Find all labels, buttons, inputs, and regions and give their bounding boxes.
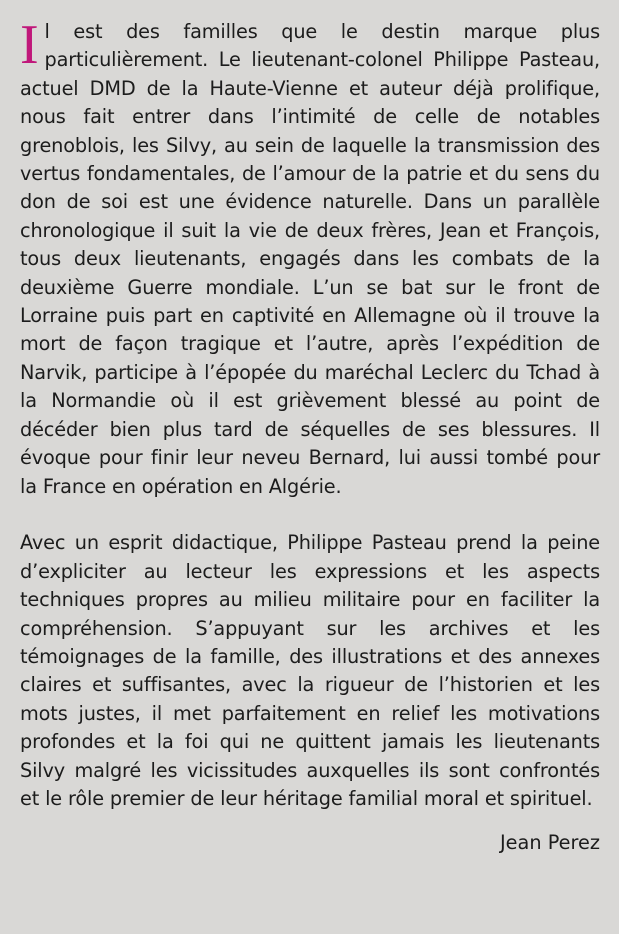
review-paragraph-2: Avec un esprit didactique, Philippe Pasteau prend la peine d’expliciter au lecteur les expressions et les aspects techniques propres au milieu militaire pour en faciliter la compréhension. S’appuyant sur les archives et les témoignages de la famille, des illustrations et des annexes claires et suffisantes, avec la rigueur de l’historien et les mots justes, il met parfaitement en relief les motivations profondes et la foi qui ne quittent jamais les lieutenants Silvy malgré les vicissitudes auxquelles ils sont confrontés et le rôle premier de leur héritage familial moral et spirituel. xyxy=(20,531,600,810)
paragraph-1-text: l est des familles que le destin marque plus particulièrement. Le lieutenant-colonel Philippe Pasteau, actuel DMD de la Haute-Vienne et auteur déjà prolifique, nous fait entrer dans l’intimité de celle de notables grenoblois, les Silvy, au sein de laquelle la transmission des vertus fondamentales, de l’amour de la patrie et du sens du don de soi est une évidence naturelle. Dans un parallèle chronologique il suit la vie de deux frères, Jean et François, tous deux lieutenants, engagés dans les combats de la deuxième Guerre mondiale. L’un se bat sur le front de Lorraine puis part en captivité en Allemagne où il trouve la mort de façon tragique et l’autre, après l’expédition de Narvik, participe à l’épopée du maréchal Leclerc du Tchad à la Normandie où il est grièvement blessé au point de décéder bien plus tard de séquelles de ses blessures. Il évoque pour finir leur neveu Bernard, lui aussi tombé pour la France en opération en Algérie. xyxy=(20,20,600,498)
drop-cap: I xyxy=(20,14,39,76)
review-paragraph-1 xyxy=(20,14,600,501)
review-signature: Jean Perez xyxy=(499,831,600,855)
book-review xyxy=(20,14,600,858)
